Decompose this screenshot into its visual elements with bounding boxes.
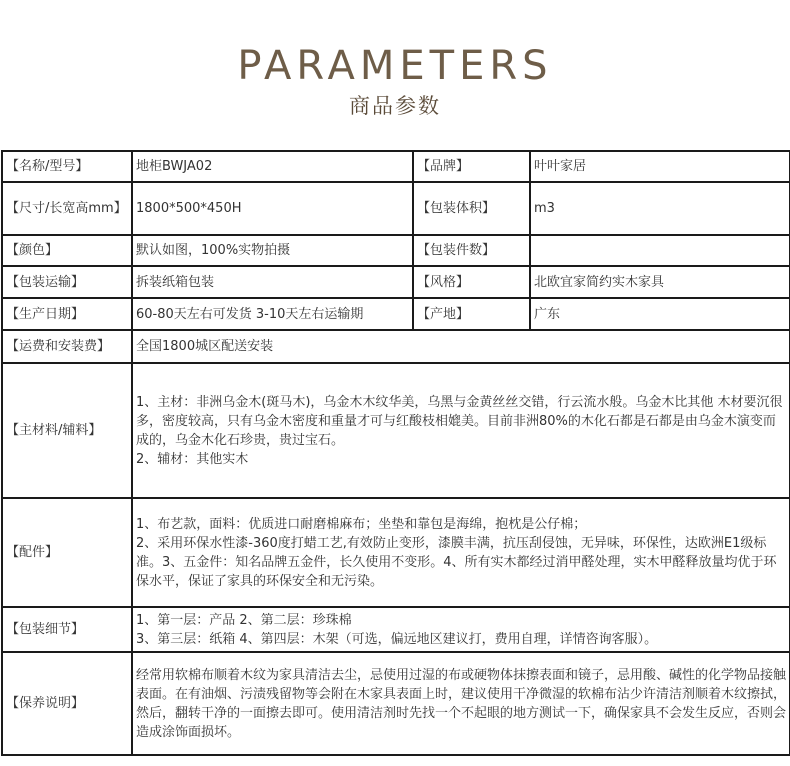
packing-value xyxy=(132,607,790,652)
page-header xyxy=(0,0,790,150)
shipping-value: 全国1800城区配送安装 xyxy=(132,330,790,363)
table-row xyxy=(2,298,790,330)
shipping-label: 【运费和安装费】 xyxy=(2,330,132,363)
pieces-value xyxy=(530,235,790,266)
material-value xyxy=(132,363,790,498)
origin-label: 【产地】 xyxy=(413,298,530,330)
name-value: 地柜BWJA02 xyxy=(132,151,413,182)
name-label: 【名称/型号】 xyxy=(2,151,132,182)
color-value: 默认如图，100%实物拍摄 xyxy=(132,235,413,266)
table-row xyxy=(2,182,790,235)
title-english: PARAMETERS xyxy=(237,43,553,89)
care-label: 【保养说明】 xyxy=(2,652,132,755)
date-value: 60-80天左右可发货 3-10天左右运输期 xyxy=(132,298,413,330)
packing-line-1: 1、第一层：产品 2、第二层：珍珠棉 xyxy=(136,612,352,628)
date-label: 【生产日期】 xyxy=(2,298,132,330)
care-value: 经常用软棉布顺着木纹为家具清洁去尘，忌使用过湿的布或硬物体抹擦表面和镜子，忌用酸、碱性的化学物品接触表面。在有油烟、污渍残留物等会附在木家具表面上时，建议使用干净微湿的软棉布沾少许清洁剂顺着木纹擦拭，然后，翻转干净的一面擦去即可。使用清洁剂时先找一个不起眼的地方测试一下，确保家具不会发生反应，否则会造成涂饰面损坏。 xyxy=(132,652,790,755)
parameters-table xyxy=(1,150,790,756)
material-line-2: 2、辅材：其他实木 xyxy=(136,451,249,467)
title-chinese: 商品参数 xyxy=(349,94,441,118)
size-label: 【尺寸/长宽高mm】 xyxy=(2,182,132,235)
material-label: 【主材料/辅料】 xyxy=(2,363,132,498)
brand-value: 叶叶家居 xyxy=(530,151,790,182)
style-label: 【风格】 xyxy=(413,266,530,298)
volume-label: 【包装体积】 xyxy=(413,182,530,235)
table-row xyxy=(2,498,790,607)
table-row xyxy=(2,235,790,266)
packing-label: 【包装细节】 xyxy=(2,607,132,652)
parts-line-2: 2、采用环保水性漆-360度打蜡工艺,有效防止变形，漆膜丰满，抗压刮侵蚀，无异味，环保性，达欧洲E1级标准。3、五金件：知名品牌五金件，长久使用不变形。4、所有实木都经过消甲醛处理，实木甲醛释放量均优于环保水平，保证了家具的环保安全和无污染。 xyxy=(136,535,777,589)
parts-label: 【配件】 xyxy=(2,498,132,607)
size-value: 1800*500*450H xyxy=(132,182,413,235)
table-row xyxy=(2,652,790,755)
table-row xyxy=(2,607,790,652)
table-row xyxy=(2,266,790,298)
brand-label: 【品牌】 xyxy=(413,151,530,182)
transport-label: 【包装运输】 xyxy=(2,266,132,298)
parts-line-1: 1、布艺款，面料：优质进口耐磨棉麻布；坐垫和靠包是海绵，抱枕是公仔棉； xyxy=(136,516,587,532)
origin-value: 广东 xyxy=(530,298,790,330)
volume-value: m3 xyxy=(530,182,790,235)
pieces-label: 【包装件数】 xyxy=(413,235,530,266)
material-line-1: 1、主材：非洲乌金木(斑马木)，乌金木木纹华美，乌黑与金黄丝丝交错，行云流水般。乌金木比其他 木材要沉很多，密度较高，只有乌金木密度和重量才可与红酸枝相媲美。目前非洲80%的木化石都是石都是由乌金木演变而成的，乌金木化石珍贵，贵过宝石。 xyxy=(136,394,783,448)
parts-value xyxy=(132,498,790,607)
transport-value: 拆装纸箱包装 xyxy=(132,266,413,298)
table-row xyxy=(2,151,790,182)
table-row xyxy=(2,363,790,498)
color-label: 【颜色】 xyxy=(2,235,132,266)
table-row xyxy=(2,330,790,363)
style-value: 北欧宜家简约实木家具 xyxy=(530,266,790,298)
packing-line-2: 3、第三层：纸箱 4、第四层：木架（可选，偏远地区建议打，费用自理，详情咨询客服）。 xyxy=(136,631,658,647)
